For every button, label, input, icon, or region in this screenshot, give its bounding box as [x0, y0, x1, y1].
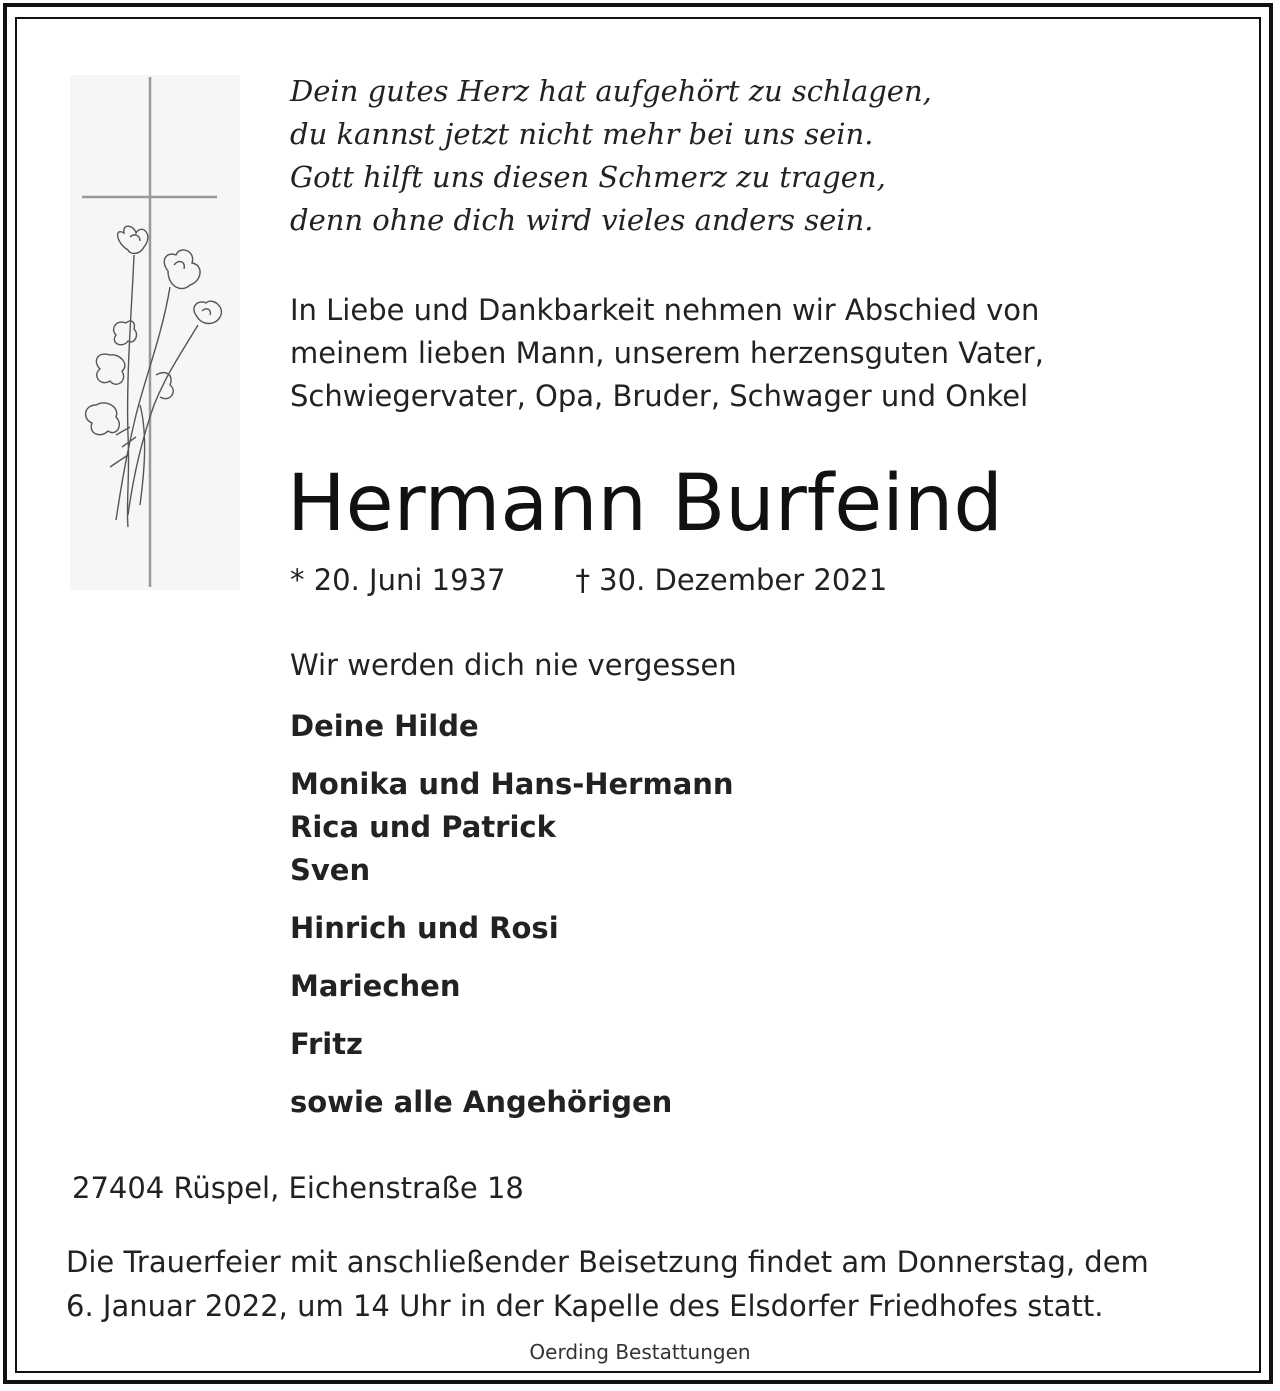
poem-line: Dein gutes Herz hat aufgehört zu schlagen,: [290, 74, 932, 108]
address: 27404 Rüspel, Eichenstraße 18: [72, 1171, 524, 1205]
intro-line: In Liebe und Dankbarkeit nehmen wir Abschied von: [290, 293, 1040, 327]
mourners-list: [290, 705, 734, 1139]
service-info: [66, 1240, 1226, 1328]
mourner-name: Monika und Hans-Hermann: [290, 767, 734, 801]
mourner-name: sowie alle Angehörigen: [290, 1085, 673, 1119]
life-dates: [290, 560, 887, 600]
death-date: † 30. Dezember 2021: [575, 563, 888, 597]
intro-line: meinem lieben Mann, unserem herzensguten Vater,: [290, 336, 1044, 370]
mourner-group: [290, 1023, 734, 1066]
mourner-name: Sven: [290, 853, 371, 887]
mourner-name: Deine Hilde: [290, 709, 479, 743]
mourner-group: [290, 763, 734, 892]
service-line: Die Trauerfeier mit anschließender Beisetzung findet am Donnerstag, dem: [66, 1245, 1149, 1279]
mourner-group: [290, 1081, 734, 1124]
poem-line: du kannst jetzt nicht mehr bei uns sein.: [290, 117, 874, 151]
farewell-line: Wir werden dich nie vergessen: [290, 648, 737, 682]
undertaker-credit: Oerding Bestattungen: [529, 1340, 751, 1364]
intro-text: [290, 289, 1190, 418]
poem-line: denn ohne dich wird vieles anders sein.: [290, 203, 874, 237]
mourner-group: [290, 705, 734, 748]
poem: [290, 70, 1190, 242]
mourner-name: Mariechen: [290, 969, 461, 1003]
mourner-name: Hinrich und Rosi: [290, 911, 559, 945]
deceased-name: Hermann Burfeind: [287, 459, 1003, 549]
poem-line: Gott hilft uns diesen Schmerz zu tragen,: [290, 160, 886, 194]
mourner-name: Fritz: [290, 1027, 363, 1061]
mourner-group: [290, 965, 734, 1008]
cross-with-roses-illustration: [70, 75, 240, 590]
intro-line: Schwiegervater, Opa, Bruder, Schwager und Onkel: [290, 379, 1029, 413]
mourner-name: Rica und Patrick: [290, 810, 556, 844]
service-line: 6. Januar 2022, um 14 Uhr in der Kapelle des Elsdorfer Friedhofes statt.: [66, 1289, 1104, 1323]
mourner-group: [290, 907, 734, 950]
birth-date: * 20. Juni 1937: [290, 563, 506, 597]
